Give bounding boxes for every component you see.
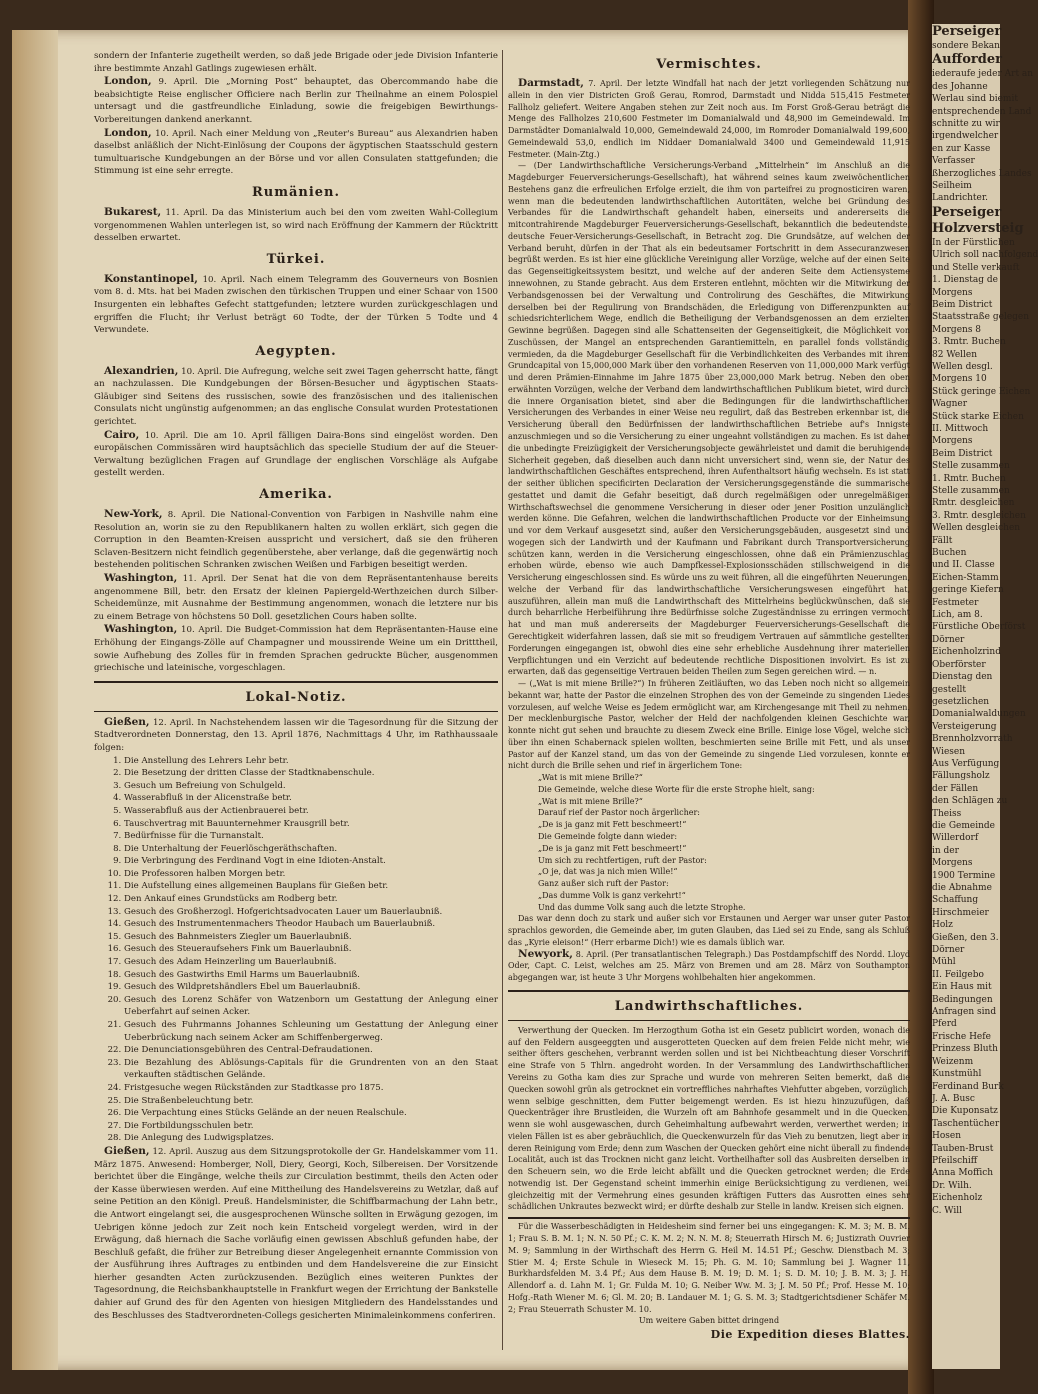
article-text: 10. April. Die Aufregung, welche seit zwei Tagen geherrscht hatte, fängt an nachzulassen. Die Kundgebungen der Börsen-Besucher und ägyptischen Staats-Gläubiger sind Seitens des russischen, sowie des französischen und des italienischen Consulats nicht ungünstig aufgenommen; an das englische Consulat wurden Protestationen gerichtet. [94,366,498,428]
agenda-item: 11. Die Aufstellung eines allgemeinen Bauplans für Gießen betr. [124,880,498,893]
dateline-place: London, [104,75,152,88]
article-konstantinopel [94,273,498,337]
neighbour-text-fragment: 82 Wellen [932,349,978,360]
neighbour-text-fragment: Werlau sind biemit [932,94,1018,105]
article-versicherung: — (Der Landwirthschaftliche Versicherungs-Verband „Mittelrhein“ im Anschluß an die Magdeburger Feuerversicherungs-Gesellschaft), hat während seines kaum zweiwöchentlichen Bestehens ganz die erfreulichen Erfolge erzielt, die ihm von parteifrei zu prognosticiren waren, wenn man die bedeutenden landwirthschaftlichen Autoritäten, welche bei Gründung des Verbandes für die Landwirthschaft gehandelt haben, einerseits und andererseits die mitcontrahirende Magdeburger Feuerversicherungs-Gesellschaft, bekanntlich die bedeutendste, deutsche Feuer-Versicherungs-Gesellschaft, in Betracht zog. Die Grundsätze, auf welchen der Verband beruht, dürfen in der That als ein bedeutsamer Fortschritt in dem Assecuranzwesen begrüßt werden. Es ist hier eine glückliche Vereinigung aller Vorzüge, welche auf der einen Seite das Gegenseitigkeitssystem besitzt, und welche auf der anderen Seite dem Actiensysteme innewohnen, zu Stande gebracht. Aus dem Ersteren entlehnt, möchten wir die Mitwirkung der Verbandsgenossen bei der Verwaltung und Controlirung des Geschäftes, die Mitwirkung derselben bei der Regulirung von Brandschäden, die Erledigung von Differenzpunkten auf schiedsrichterlichem Wege, endlich die Betheiligung der Verbandsgenossen an dem erzielten Gewinne begrüßen. Dagegen sind alle Schattenseiten der Gegenseitigkeit, die Möglichkeit von Zuschüssen, der Mangel an entsprechenden Garantiemitteln, en parallel fonds vollständig vermieden, da die Magdeburger Gesellschaft für die Verbindlichkeiten des Verbandes mit ihrem Grundcapital von 15,000,000 Mark über den vorhandenen Reserven von 11,000,000 Mark verfügt und deren Prämien-Einnahme im Jahre 1875 über 23,000,000 Mark betrug. Neben den oben erwähnten Vorzügen, welche der Verband dem landwirthschaftlichen Publikum bietet, wird durch die innere Organisation bietet, sind aber die Bedingungen für die landwirthschaftlichen Versicherungen des Verbandes in einer Weise neu regulirt, daß das Bestreben erkennbar ist, die Versicherung überall den Bedürfnissen der landwirthschaftlichen Betriebe auf's Innigste anzuschmiegen und so die Versicherung zu einer ungeahnt vollständigen zu machen. Es ist daher die unbedingte Freizügigkeit der Versicherungsobjecte gewährleistet und damit die beruhigende Sicherheit gegeben, daß dieselben auch dann nicht unversichert sind, wenn sie, der Natur des landwirthschaftlichen Geschäftes entsprechend, ihren Aufenthaltsort häufig wechseln. Es ist statt der seither üblichen specificirten Declaration der Versicherungsgegenstände die summarische gestattet und damit die Gefahr beseitigt, daß durch regelmäßigen oder unregelmäßigen Wirthschaftswechsel die genommene Versicherung in dieser oder jener Position unzulänglich werden könne. Die Gefahren, welchen die landwirthschaftlichen Producte vor der Einheimsung und vor dem Verkauf ausgesetzt sind, außer den Versicherungsgebäuden, ausgesetzt sind und wogegen sich der Landwirth und der Kaufmann und Fabrikant durch Transportversicherung schützen kann, werden in die Versicherung eingeschlossen, ohne daß ein Prämienzuschlag erhoben würde, ebenso wie auch Dampfkessel-Explosionsschäden stillschweigend in die Versicherung eingeschlossen sind. Es würde uns zu weit führen, all die eingeführten Neuerungen, welche der Verband für das landwirthschaftliche Versicherungswesen eingeführt hat, auszuführen, allein man muß die Landwirthschaft des Mittelrheins beglückwünschen, daß sie durch beharrliche Herbeiführung ihre Bedürfnisse solche Zugeständnisse zu erringen vermocht hat und man muß andererseits der Magdeburger Feuerversicherungs-Gesellschaft die Gerechtigkeit widerfahren lassen, daß sie mit so freudigem Vertrauen auf sämmtliche gestellten Forderungen eingegangen ist, obwohl dies eine sehr erhebliche Ausdehnung ihrer materiellen Verpflichtungen und ein Verzicht auf bedeutende rechtliche Dispositionen involvirt. Es ist zu erwarten, daß das gegenseitige Vertrauen beiden Theilen zum Segen gereichen wird. — n. [508,161,910,677]
neighbour-text-fragment: Aus Verfügung [932,758,1000,769]
neighbour-text-fragment: irgendwelcher [932,131,999,142]
neighbour-text-fragment: Morgens [932,436,973,447]
neighbour-text-fragment: Dörner [932,634,965,645]
section-heading-landwirthschaftliches: Landwirthschaftliches. [614,998,804,1014]
dateline-place: Washington, [104,572,178,584]
article-darmstadt [508,78,910,160]
neighbour-text-fragment: Fällungsholz [932,771,990,782]
article-london-2 [94,127,498,178]
article-text: 10. April. Nach einem Telegramm des Gouverneurs von Bosnien vom 8. d. Mts. hat bei Maden zwischen den türkischen Truppen und einer Schaar von 1500 Insurgenten ein lebhaftes Gefecht stattgefunden; letztere wurden zurückgeschlagen und ergriffen die Flucht; ihr Verlust beträgt 60 Todte, der der Türken 5 Todte und 4 Verwundete. [94,274,498,336]
section-heading-amerika: Amerika. [259,487,333,503]
article-brille-end: Das war denn doch zu stark und außer sich vor Erstaunen und Aerger war unser guter Pastor sprachlos geworden, die Gemeinde aber, im guten Glauben, das Lied sei zu Ende, sang als Schluß das „Kyrie eleison!“ (Herr erbarme Dich!) wie es damals üblich war. [508,914,910,947]
poem-line: „O je, dat was ja nich mien Wille!“ [538,867,678,877]
neighbour-text-fragment: geringe Kiefern [932,585,1004,596]
neighbour-text-fragment: Ulrich soll nachfolgend [932,250,1038,261]
neighbour-text-fragment: Theiss [932,808,962,819]
neighbour-text-fragment: J. A. Busc [932,1093,975,1104]
neighbour-text-fragment: Tauben-Brust [932,1143,994,1154]
neighbour-text-fragment: Pferd [932,1019,957,1030]
agenda-item: 10. Die Professoren halben Morgen betr. [124,868,498,881]
neighbour-text-fragment: Lich, am 8. [932,610,983,621]
poem-line: „De is ja ganz mit Fett beschmeert!“ [538,843,687,853]
article-quecken: Verwerthung der Quecken. Im Herzogthum Gotha ist ein Gesetz publicirt worden, wonach die auf den Feldern ausgeeggten und ausgerotteten Quecken auf dem freien Felde nicht mehr, wie seither öfters geschehen, verbrannt werden sollen und ist bei Nichtbeachtung dieser Vorschrift eine Strafe von 5 Thlrn. angedroht worden. In der Versammlung des Landwirthschaftlichen Vereins zu Gotha kam dies zur Sprache und wurde von mehreren Seiten bemerkt, daß die Quecken sowohl grün als getrocknet ein vortreffliches nahrhaftes Viehfutter abgeben, vorzüglich, wenn selbige geschnitten, dem Futter beigemengt werden. Es ist hiezu hinzuzufügen, daß Queckenträger ihre Brustleiden, die Wurzeln oft am Bahnhofe gesammelt und in die Quecken, wenn sie wohl ausgewaschen, durch Geheimhaltung aufbewahrt werden, verwerthet werden; in vielen Fällen ist es aber gebräuchlich, die Queckenwurzeln für das Vieh zu benutzen, liegt aber in deren Reinigung vom Erde; denn zum Waschen der Quecken gehört eine nicht überall zu findende Localität, auch ist das Trocknen nicht ganz leicht. Vortheilhafter soll das Ausbreiten derselben in den Scheuern sein, wo die Erde leicht abfällt und die Quecken getrocknet werden; die Erde notwendig ist. Der Gegenstand scheint immerhin einige Berücksichtigung zu verdienen, weil gleichzeitig mit der Vermehrung eines gesunden kräftigen Futters das Ausrotten eines sehr schädlichen Unkrautes bezweckt wird; er dürfte deshalb zur Stelle in landw. Kreisen sich eignen. [508,1025,910,1212]
neighbour-text-fragment: Stück starke Eichen [932,411,1024,422]
dateline-place: Cairo, [104,428,140,441]
agenda-item: 18. Gesuch des Gastwirths Emil Harms um Bauerlaubniß. [124,969,498,982]
agenda-item: 27. Die Fortbildungsschulen betr. [124,1120,498,1133]
agenda-item: 14. Gesuch des Instrumentenmachers Theodor Haubach um Bauerlaubniß. [124,918,498,931]
poem-block [508,772,910,913]
neighbour-text-fragment: Versteigerung [932,721,997,732]
neighbour-text-fragment: Morgens [932,858,973,869]
neighbour-text-fragment: Anna Moffich [932,1168,994,1179]
agenda-item: 13. Gesuch des Großherzogl. Hofgerichtsadvocaten Lauer um Bauerlaubniß. [124,906,498,919]
dateline-place: Gießen, [104,715,150,728]
agenda-item: 8. Die Unterhaltung der Feuerlöschgeräthschaften. [124,843,498,856]
article-text: 8. April. Die National-Convention von Farbigen in Nashville nahm eine Resolution an, worin sie zu den Republikanern halten zu wollen erklärt, sich gegen die Corruption in den Beamten-Kreisen ausspricht und versichert, daß sie den früheren Sclaven-Besitzern nicht feindlich gegenüberstehe, aber verlange, daß die gegenwärtig noch bestehenden politischen Schranken zwischen Weißen und Farbigen beseitigt werden. [94,510,499,571]
neighbour-text-fragment: Taschentücher [932,1118,1000,1129]
neighbour-text-fragment: en zur Kasse [932,143,991,154]
neighbour-text-fragment: Staatsstraße gelegen [932,312,1030,323]
neighbour-text-fragment: Brennholzvorrath [932,734,1013,745]
page-gutter [12,30,58,1370]
agenda-item: 16. Gesuch des Steueraufsehers Fink um Bauerlaubniß. [124,943,498,956]
poem-line: Um sich zu rechtfertigen, ruft der Pastor: [538,855,707,865]
neighbour-text-fragment: Buchen [932,548,967,559]
agenda-item: 25. Die Straßenbeleuchtung betr. [124,1095,498,1108]
neighbour-text-fragment: Eichenholz [932,1193,983,1204]
dateline-place: Alexandrien, [104,364,179,377]
neighbour-text-fragment: des Johanne [932,81,988,92]
neighbour-text-fragment: und II. Classe [932,560,995,571]
neighbour-text-fragment: II. Mittwoch [932,423,989,434]
neighbour-text-fragment: und Stelle verkauft [932,262,1020,273]
neighbour-text-fragment: Ein Haus mit [932,982,992,993]
dateline-place: London, [104,126,152,139]
agenda-item: 19. Gesuch des Wildpretshändlers Ebel um Bauerlaubniß. [124,981,498,994]
article-washington-1 [94,572,498,623]
column-rule [502,50,503,1350]
neighbour-text-fragment: iederaufe jeder Art an [932,69,1034,80]
neighbour-text-fragment: in der [932,845,959,856]
neighbour-text-fragment: Anfragen sind [932,1007,997,1018]
neighbour-text-fragment: Beim District [932,299,993,310]
poem-line: „De is ja ganz mit Fett beschmeert!“ [538,820,687,830]
article-text: 9. April. Die „Morning Post“ behauptet, das Obercommando habe die beabsichtigte Reise englischer Officiere nach Berlin zur Theilnahme an einem Polospiel untersagt und die gastfreundliche Einladung, sowie die freigebigen Bewirthungs-Vorbereitungen dankend anerkannt. [94,77,499,125]
neighbour-text-fragment: schnitte zu wir [932,119,1000,130]
right-column [508,50,910,1341]
article-washington-2 [94,623,498,674]
agenda-item: 3. Gesuch um Befreiung von Schulgeld. [124,780,498,793]
section-heading-lokal-notiz: Lokal-Notiz. [245,689,347,705]
article-text: 8. April. (Per transatlantischen Telegraph.) Das Postdampfschiff des Nordd. Lloyd Oder, Capt. C. Leist, welches am 25. März von Bremen und am 28. März von Southampton abgegangen war, ist heute 3 Uhr Morgens wohlbehalten hier angekommen. [508,949,911,983]
neighbour-text-fragment: Frische Hefe [932,1031,991,1042]
section-heading-vermischtes: Vermischtes. [656,57,762,72]
agenda-item: 9. Die Verbringung des Ferdinand Vogt in eine Idioten-Anstalt. [124,855,498,868]
neighbour-text-fragment: Morgens 8 [932,324,982,335]
neighbour-text-fragment: gestellt [932,684,967,695]
neighbour-text-fragment: gesetzlichen [932,696,990,707]
agenda-item: 7. Bedürfnisse für die Turnanstalt. [124,830,498,843]
neighbour-page-strip [932,24,1038,1369]
article-london-1 [94,75,498,126]
neighbour-text-fragment: Fällt [932,535,953,546]
agenda-item: 20. Gesuch des Lorenz Schäfer von Watzenborn um Gestattung der Anlegung einer Ueberfahrt auf seinen Acker. [124,994,498,1019]
neighbour-text-fragment: Oberförster [932,659,986,670]
neighbour-text-fragment: Wiesen [932,746,966,757]
neighbour-text-fragment: der Fällen [932,783,979,794]
article-brille: — („Wat is mit miene Brille?“) In früheren Zeitläuften, wo das Leben noch nicht so allgemein bekannt war, hatte der Pastor die einzelnen Strophen des von der Gemeinde zu singenden Liedes vorzulesen, auf welche Weise es Jedem ermöglicht war, am Kirchengesange mit Theil zu nehmen. Der mecklenburgische Pastor, welcher der Held der nachfolgenden kleinen Geschichte war, konnte nicht gut sehen und brauchte zu diesem Zweck eine Brille. Einige lose Vögel, welche sich über ihn einen Schabernack spielen wollten, beschmierten seine Brille mit Fett, und als unser Pastor auf der Kanzel stand, um das von der Gemeinde zu singende Lied vorzulesen, konnte er nicht durch die Brille sehen und rief in ärgerlichem Tone: [508,679,910,771]
article-newyork [508,949,910,984]
neighbour-text-fragment: Domanialwaldungen [932,709,1026,720]
neighbour-text-fragment: Aufforder [932,52,1002,68]
poem-line: Darauf rief der Pastor noch ärgerlicher: [538,808,700,818]
neighbour-text-fragment: Wellen desgleichen [932,523,1021,534]
neighbour-text-fragment: Willerdorf [932,833,979,844]
neighbour-text-fragment: Prinzess Bluth [932,1044,998,1055]
article-text: 12. April. Auszug aus dem Sitzungsprotokolle der Gr. Handelskammer vom 11. März 1875. Anwesend: Homberger, Noll, Diery, Georgi, Koch, Silbereisen. Der Vorsitzende berichtet über die Eingänge, welche theils zur Circulation bestimmt, theils den Acten oder der Kasse überwiesen werden. Auf eine Mittheilung des Handelsvereins zu Wetzlar, daß auf seine Petition an den Königl. Preuß. Handelsminister, die Schiffbarmachung der Lahn betr., die Antwort eingelangt sei, die ausgesprochenen Wünsche sollten in Erwägung gezogen, im Uebrigen könne jedoch zur Zeit noch kein Entscheid vorgelegt werden, wird in der Erwägung, daß hiernach die Sache vorläufig einen gewissen Abschluß gefunden habe, der Beschluß gefaßt, die früher zur Betreibung dieser Angelegenheit ernannte Commission von der Ausführung ihres Auftrages zu entbinden und dem Handelsvereine die zur Einsicht hierher gesandten Acten zurückzusenden. Bezüglich eines weiteren Punktes der Tagesordnung, die Reichsbankhauptstelle in Frankfurt wegen der Errichtung der Bankstelle dahier auf Grund des für den Agenten von hiesigen Mitgliedern des Handelsstandes und des Beschlusses des Stadtverordneten-Collegs gesicherten Minimaleinkommens conferiren. [94,1146,499,1321]
neighbour-text-fragment: ßherzogliches Landes [932,168,1032,179]
neighbour-text-fragment: Hosen [932,1131,962,1142]
neighbour-text-fragment: 1900 Termine [932,870,996,881]
neighbour-text-fragment: Eichen-Stamm [932,572,999,583]
agenda-item: 2. Die Besetzung der dritten Classe der Stadtknabenschule. [124,767,498,780]
poem-line: „Wat is mit miene Brille?“ [538,773,643,783]
neighbour-text-fragment: Wellen desgl. [932,361,993,372]
neighbour-text-fragment: Dienstag den [932,672,993,683]
book-spine [908,0,934,1394]
neighbour-text-fragment: 3. Rmtr. Buchen [932,337,1006,348]
section-heading-aegypten: Aegypten. [255,343,337,359]
article-text: 10. April. Die am 10. April fälligen Daira-Bons sind eingelöst worden. Den europäischen Commissären wird hauptsächlich das specielle Studium der auf die Steuer-Verwaltung bezüglichen Fragen auf Grundlage der englischen Vorschläge als Aufgabe gestellt werden. [94,430,499,479]
neighbour-text-fragment: C. Will [932,1205,963,1216]
neighbour-text-fragment: Seilheim [932,181,972,192]
article-text: 10. April. Nach einer Meldung von „Reuter's Bureau“ aus Alexandrien haben daselbst anläßlich der Nicht-Einlösung der Coupons der ägyptischen Staatsschuld gestern tumultuarische Kundgebungen an der Börse und vor allen Consulaten stattgefunden; die Stimmung ist eine sehr erregte. [94,128,499,177]
article-giessen-1 [94,716,498,755]
agenda-item: 5. Wasserabfluß aus der Actienbrauerei betr. [124,805,498,818]
dateline-place: Washington, [104,623,178,636]
article-text: 11. April. Da das Ministerium auch bei den vom zweiten Wahl-Collegium vorgenommenen Wahlen unterlegen ist, so wird nach Eröffnung der Kammern der Rücktritt desselben erwartet. [94,207,498,244]
neighbour-text-fragment: Kunstmühl [932,1069,982,1080]
agenda-item: 21. Gesuch des Fuhrmanns Johannes Schleuning um Gestattung der Anlegung einer Ueberbrückung nach seinem Acker am Schiffenbergerweg. [124,1019,498,1044]
dateline-place: Konstantinopel, [104,272,198,285]
dateline-place: Bukarest, [104,205,162,218]
agenda-item: 24. Fristgesuche wegen Rückständen zur Stadtkasse pro 1875. [124,1082,498,1095]
neighbour-text-fragment: Landrichter. [932,193,989,204]
neighbour-text-fragment: Morgens 10 [932,374,987,385]
neighbour-text-fragment: 3. Rmtr. desgleichen [932,510,1026,521]
neighbour-text-fragment: Morgens [932,287,973,298]
neighbour-text-fragment: entsprechenden Land [932,106,1032,117]
neighbour-text-fragment: Wagner [932,399,968,410]
poem-line: Und das dumme Volk sang auch die letzte Strophe. [538,902,746,912]
article-text: 10. April. Die Budget-Commission hat dem Repräsentanten-Hause eine Erhöhung der Eingangs-Zölle auf Champagner und moussirende Weine um ein Dritttheil, sowie Aufhebung des Zolles für in fremden Sprachen gedruckte Bücher, ausgenommen griechische und lateinische, vorgeschlagen. [94,625,498,674]
agenda-item: 4. Wasserabfluß in der Alicenstraße betr. [124,792,498,805]
neighbour-text-fragment: II. Feilgebo [932,969,984,980]
neighbour-text-fragment: Ferdinand Burk [932,1081,1004,1092]
article-bukarest [94,206,498,245]
agenda-list [94,755,498,1145]
neighbour-text-fragment: Stelle zusammen [932,486,1010,496]
neighbour-text-fragment: Schaffung [932,895,979,906]
section-heading-rumaenien: Rumänien. [251,184,341,200]
neighbour-text-fragment: Perseiger [932,24,1002,39]
agenda-item: 23. Die Bezahlung des Ablösungs-Capitals für die Grundrenten von an den Staat verkauften städtischen Gelände. [124,1057,498,1082]
agenda-item: 22. Die Denunciationsgebühren des Central-Defraudationen. [124,1044,498,1057]
neighbour-text-fragment: 1. Rmtr. Buchen [932,473,1006,484]
article-text: 7. April. Der letzte Windfall hat nach der jetzt vorliegenden Schätzung nur allein in den vier Districten Groß Gerau, Romrod, Darmstadt und Nidda 515,415 Festmeter Fallholz geliefert. Weitere Angaben stehen zur Zeit noch aus. Im Forst Groß-Gerau beträgt die Menge des Fallholzes 210,600 Festmeter im Domanialwald und 48,900 im Gemeindewald. Im Darmstädter Domanialwald 10,000, Gemeindewald 24,000, im Romroder Domanialwald 199,600, Gemeindewald 53,0, endlich im Niddaer Domanialwald 3400 und Gemeindewald 11,915 Festmeter. (Main-Ztg.) [508,79,910,159]
article-cairo [94,429,498,480]
article-giessen-2 [94,1145,498,1322]
neighbour-text-fragment: Dörner [932,945,965,956]
article-text: 11. April. Der Senat hat die von dem Repräsentantenhause bereits angenommene Bill, betr. den Ersatz der kleinen Papiergeld-Werthzeichen durch Silber-Scheidemünze, mit Ausnahme der Bestimmung angenommen, wonach die letztere nur bis zu einem Betrage von höchstens 50 Doll. gesetzlichen Cours haben sollte. [94,574,498,622]
neighbour-text-fragment: den Schlägen zu [932,796,1008,807]
poem-line: Die Gemeinde folgte dann wieder: [538,832,678,841]
poem-line: „Das dumme Volk is ganz verkehrt!“ [538,890,686,900]
neighbour-text-fragment: Dr. Wilh. [932,1180,972,1191]
neighbour-text-fragment: Hirschmeier [932,907,989,918]
neighbour-text-fragment: Rmtr. desgleichen [932,498,1015,509]
article-alexandrien [94,365,498,429]
agenda-item: 12. Den Ankauf eines Grundstücks am Rodberg betr. [124,893,498,906]
article-text: 12. April. In Nachstehendem lassen wir die Tagesordnung für die Sitzung der Stadtverordneten Donnerstag, den 13. April 1876, Nachmittags 4 Uhr, im Rathhaussaale folgen: [94,717,499,753]
agenda-item: 17. Gesuch des Adam Heinzerling um Bauerlaubniß. [124,956,498,969]
donations-appeal: Um weitere Gaben bittet dringend [638,1316,780,1326]
neighbour-text-fragment: Bedingungen [932,994,993,1005]
neighbour-text-fragment: Fürstliche Oberförst [932,622,1026,633]
neighbour-text-fragment: die Abnahme [932,883,992,893]
neighbour-text-fragment: Stelle zusammen [932,461,1010,472]
poem-line: „Wat is mit miene Brille?“ [538,796,643,806]
neighbour-text-fragment: Pfeilschiff [932,1155,978,1166]
expedition-signature: Die Expedition dieses Blattes. [710,1328,910,1342]
agenda-item: 26. Die Verpachtung eines Stücks Gelände an der neuen Realschule. [124,1107,498,1120]
neighbour-text-fragment: In der Fürstlichen [932,237,1015,248]
neighbour-text-fragment: Holz [932,920,953,931]
neighbour-text-fragment: Beim District [932,448,993,459]
article-intro: sondern der Infanterie zugetheilt werden, so daß jede Brigade oder jede Division Infanterie ihre bestimmte Anzahl Gatlings zugewiesen erhält. [94,51,498,74]
agenda-item: 1. Die Anstellung des Lehrers Lehr betr. [124,755,498,768]
dateline-place: Gießen, [104,1144,150,1157]
neighbour-text-fragment: Weizenm [932,1056,974,1067]
neighbour-text-fragment: Holzversteig [932,220,1024,236]
poem-line: Ganz außer sich ruft der Pastor: [538,879,669,889]
donations-list: Für die Wasserbeschädigten in Heidesheim sind ferner bei uns eingegangen: K. M. 3; M. B. M. 1; Frau S. B. M. 1; N. N. 50 Pf.; C. K. M. 2; N. N. M. 8; Steuerrath Hirsch M. 6; Justizrath Ouvrier M. 9; Sammlung in der Wirthschaft des Herrn G. Heil M. 14.51 Pf.; Geschw. Dienstbach M. 3; Stier M. 4; Erste Schule in Wieseck M. 15; Ph. G. M. 10; Sammlung bei J. Wagner 11, Burkhardsfelden M. 3.4 Pf.; Aus dem Hause B. M. 19; D. M. 1; S. D. M. 10; J. B. M. 3; J. H. Allendorf a. d. Lahn M. 1; Gr. Fulda M. 10; G. Neiber Ww. M. 3; J. M. 50 Pf.; Prof. Hesse M. 10; Hofg.-Rath Wiener M. 6; Gl. M. 20; B. Landauer M. 1; G. S. M. 3; Stadtgerichtsdiener Schäfer M. 2; Frau Steuerrath Schuster M. 10. [508,1222,910,1314]
dateline-place: New-York, [104,508,163,521]
neighbour-text-fragment: Gießen, den 3. [932,932,999,943]
neighbour-text-fragment: Perseiger [932,204,1002,220]
agenda-item: 15. Gesuch des Bahnmeisters Ziegler um Bauerlaubniß. [124,931,498,944]
neighbour-text-fragment: Stück geringe Eichen [932,386,1031,397]
agenda-item: 28. Die Anlegung des Ludwigsplatzes. [124,1132,498,1145]
dateline-place: Newyork, [518,947,573,960]
poem-line: Die Gemeinde, welche diese Worte für die erste Strophe hielt, sang: [538,784,815,794]
neighbour-text-fragment: Verfasser [932,156,975,167]
article-new-york [94,508,498,572]
agenda-item: 6. Tauschvertrag mit Bauunternehmer Krausgrill betr. [124,818,498,831]
dateline-place: Darmstadt, [518,77,584,89]
section-heading-tuerkei: Türkei. [266,251,326,267]
neighbour-text-fragment: sondere Bekan [932,41,1000,51]
neighbour-text-fragment: 1. Dienstag de [932,275,998,286]
neighbour-text-fragment: Die Kuponsatz [932,1106,998,1117]
neighbour-text-fragment: Eichenholzrind [932,647,1001,658]
left-column [94,50,498,1322]
neighbour-text-fragment: Festmeter [932,597,979,608]
neighbour-text-fragment: Mühl [932,957,956,968]
neighbour-text-fragment: die Gemeinde [932,820,995,831]
